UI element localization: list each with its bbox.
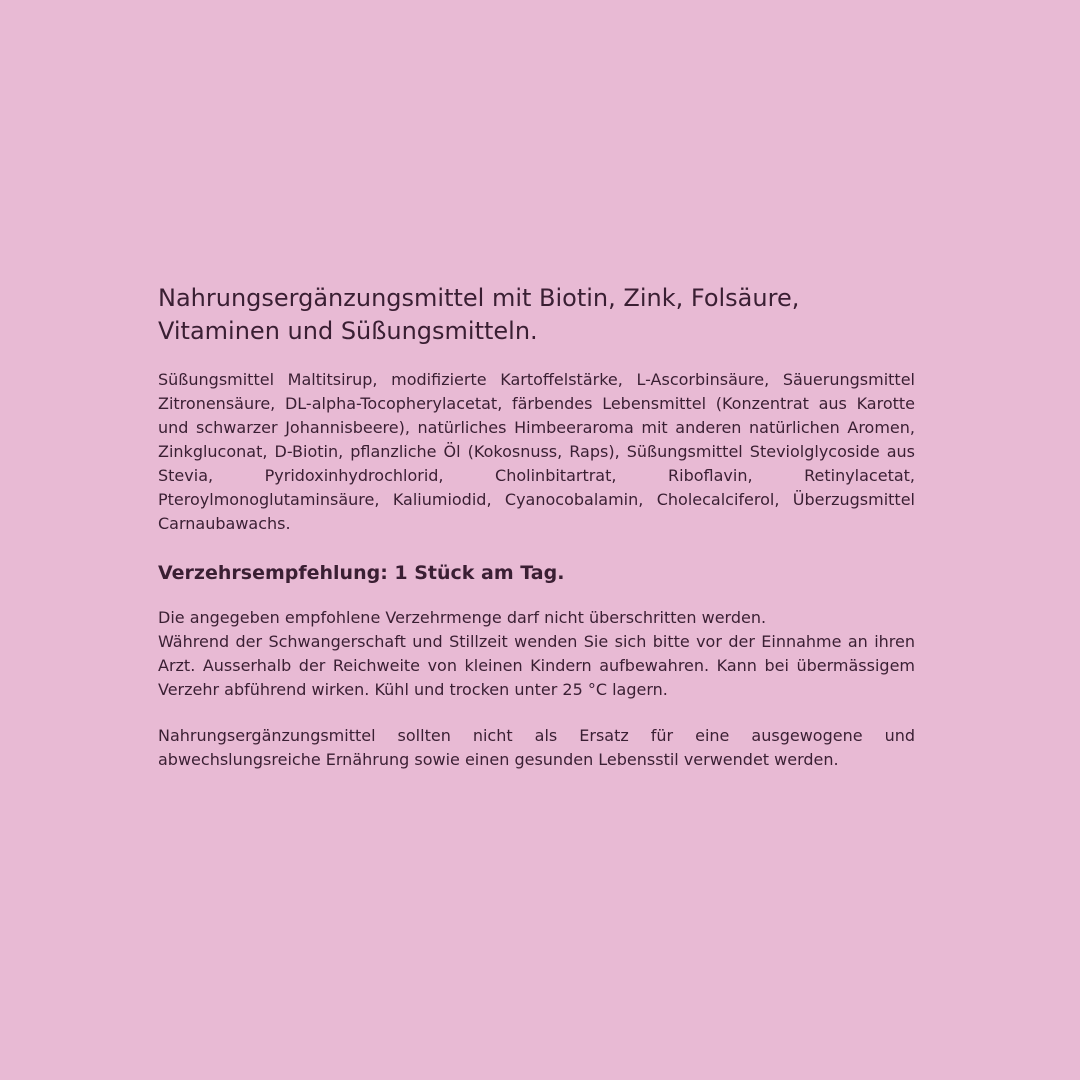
product-heading: Nahrungsergänzungsmittel mit Biotin, Zink, Folsäure, Vitaminen und Süßungsmitteln. [158,284,800,345]
label-text-block [158,282,915,772]
ingredients-list: Süßungsmittel Maltitsirup, modifizierte Kartoffelstärke, L-Ascorbinsäure, Säuerungsmittel Zitronensäure, DL-alpha-Tocopherylacetat, färbendes Lebensmittel (Konzentrat aus Karotte und schwarzer Johannisbeere), natürliches Himbeeraroma mit anderen natürlichen Aromen, Zinkgluconat, D-Biotin, pflanzliche Öl (Kokosnuss, Raps), Süßungsmittel Steviolglycoside aus Stevia, Pyridoxinhydrochlorid, Cholinbitartrat, Riboflavin, Retinylacetat, Pteroylmonoglutaminsäure, Kaliumiodid, Cyanocobalamin, Cholecalciferol, Überzugsmittel Carnaubawachs. [158,370,915,533]
dosage-recommendation: Verzehrsempfehlung: 1 Stück am Tag. [158,562,565,584]
warning-details: Während der Schwangerschaft und Stillzeit wenden Sie sich bitte vor der Einnahme an ihren Arzt. Ausserhalb der Reichweite von kleinen Kindern aufbewahren. Kann bei übermässigem Verzehr abführend wirken. Kühl und trocken unter 25 °C lagern. [158,632,915,699]
warnings-section [158,606,915,702]
disclaimer-text: Nahrungsergänzungsmittel sollten nicht als Ersatz für eine ausgewogene und abwechslungsreiche Ernährung sowie einen gesunden Lebensstil verwendet werden. [158,726,915,769]
warning-max-dose: Die angegeben empfohlene Verzehrmenge darf nicht überschritten werden. [158,608,767,627]
